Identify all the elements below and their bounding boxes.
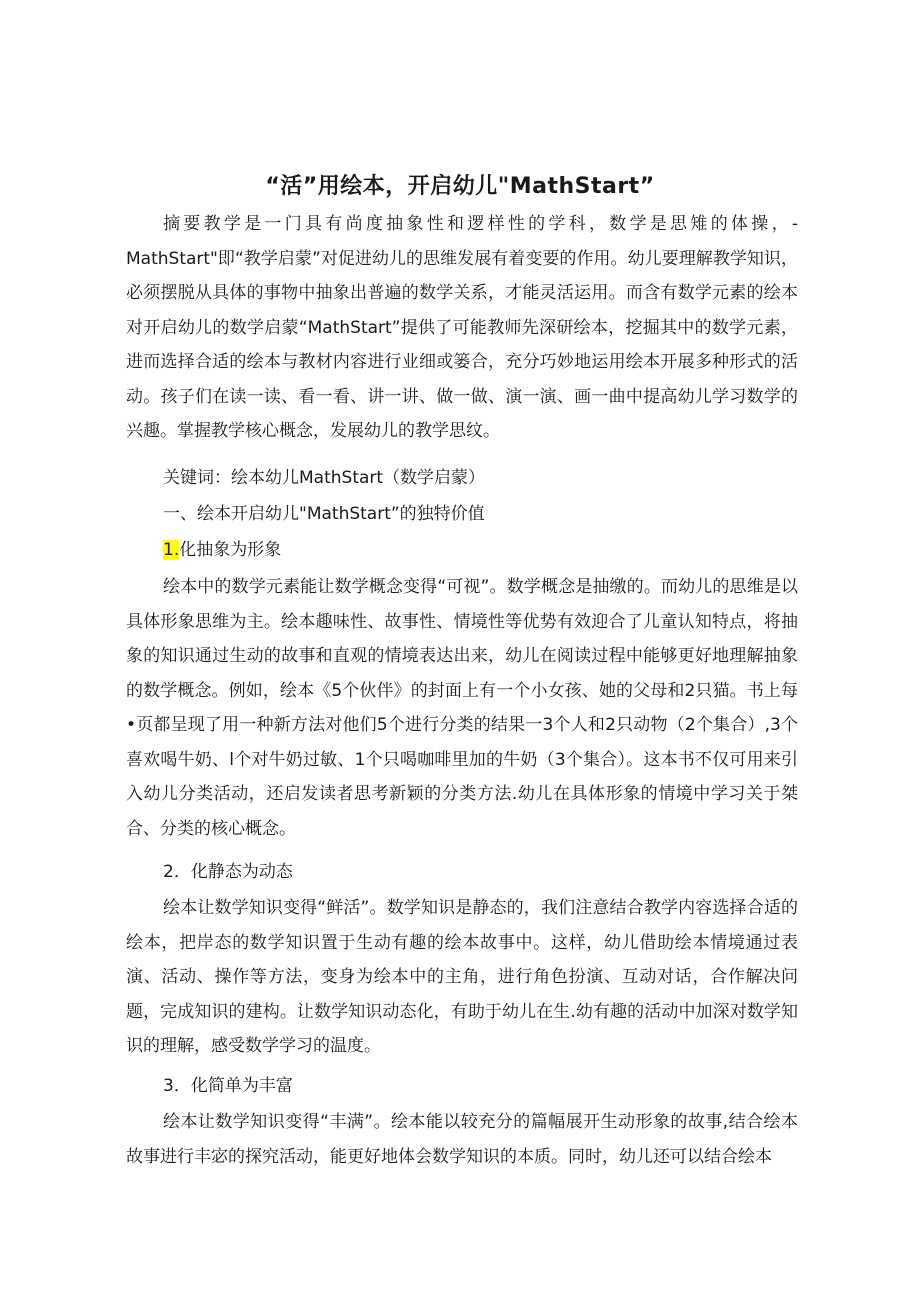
- subsection-3-paragraph: 绘本让数学知识变得“丰满”。绘本能以较充分的篇幅展开生动形象的故事,结合绘本故事进行丰宓的探究活动，能更好地体会数学知识的本质。同时，幼儿还可以结合绘本: [126, 1112, 798, 1167]
- section-1-heading: 一、绘本开启幼儿"MathStart”的独特价值: [163, 504, 485, 524]
- subsection-1-body: [126, 570, 798, 846]
- subsection-1-title: 化抽象为形象: [179, 540, 282, 560]
- subsection-2-heading: 2．化静态为动态: [163, 862, 293, 882]
- highlighted-number: 1.: [163, 540, 180, 560]
- abstract-block: [126, 207, 798, 449]
- subsection-3-body: [126, 1105, 798, 1174]
- subsection-2-body: [126, 891, 798, 1064]
- section-1-block: [126, 497, 798, 532]
- subsection-3-heading: 3．化简单为丰富: [163, 1076, 293, 1096]
- subsection-2-heading-block: [126, 855, 798, 890]
- subsection-2-paragraph: 绘本让数学知识变得“鲜活”。数学知识是静态的，我们注意结合教学内容选择合适的绘本，把岸态的数学知识置于生动有趣的绘本故事中。这样，幼儿借助绘本情境通过表演、活动、操作等方法，变身为绘本中的主角，进行角色扮演、互动对话，合作解决问题，完成知识的建构。让数学知识动态化，有助于幼儿在生.幼有趣的活动中加深对数学知识的理解，感受数学学习的温度。: [126, 898, 798, 1056]
- keywords-line: 关键词：绘本幼儿MathStart（数学启蒙）: [163, 468, 486, 488]
- abstract-paragraph: 摘要教学是一门具有尚度抽象性和逻样性的学科，数学是思雉的体操，-MathStart"即“教学启蒙”对促进幼儿的思维发展有着变要的作用。幼儿要理解教学知识，必须摆脱从具体的事物中抽象出普遍的数学关系，才能灵活运用。而含有数学元素的绘本对开启幼儿的数学启蒙“MathStart”提供了可能教师先深研绘本，挖掘其中的数学元素，进而选择合适的绘本与教材内容进行业细或篓合，充分巧妙地运用绘本开展多种形式的活动。孩子们在读一读、看一看、讲一讲、做一做、演一演、画一曲中提高幼儿学习数学的兴趣。掌握教学核心概念，发展幼儿的教学思纹。: [126, 214, 798, 441]
- subsection-1-heading-block: [126, 533, 798, 568]
- subsection-1-heading: [126, 533, 798, 568]
- document-title: “活”用绘本，开启幼儿"MathStart”: [265, 174, 655, 199]
- subsection-1-paragraph: 绘本中的数学元素能让数学概念变得“可视”。数学概念是抽缴的。而幼儿的思维是以具体形象思维为主。绘本趣味性、故事性、情境性等优势有效迎合了儿童认知特点，将抽象的知识通过生动的故事和直观的情境表达出来，幼儿在阅读过程中能够更好地理解抽象的数学概念。例如，绘本《5个伙伴》的封面上有一个小女孩、她的父母和2只猫。书上每•页都呈现了用一种新方法对他们5个进行分类的结果一3个人和2只动物（2个集合）,3个喜欢喝牛奶、l个对牛奶过敏、1个只喝咖啡里加的牛奶（3个集合）。这本书不仅可用来引入幼儿分类活动，还启发读者思考新颖的分类方法.幼儿在具体形象的情境中学习关于桀合、分类的核心概念。: [126, 577, 798, 839]
- subsection-3-heading-block: [126, 1069, 798, 1104]
- keywords-block: [126, 461, 798, 496]
